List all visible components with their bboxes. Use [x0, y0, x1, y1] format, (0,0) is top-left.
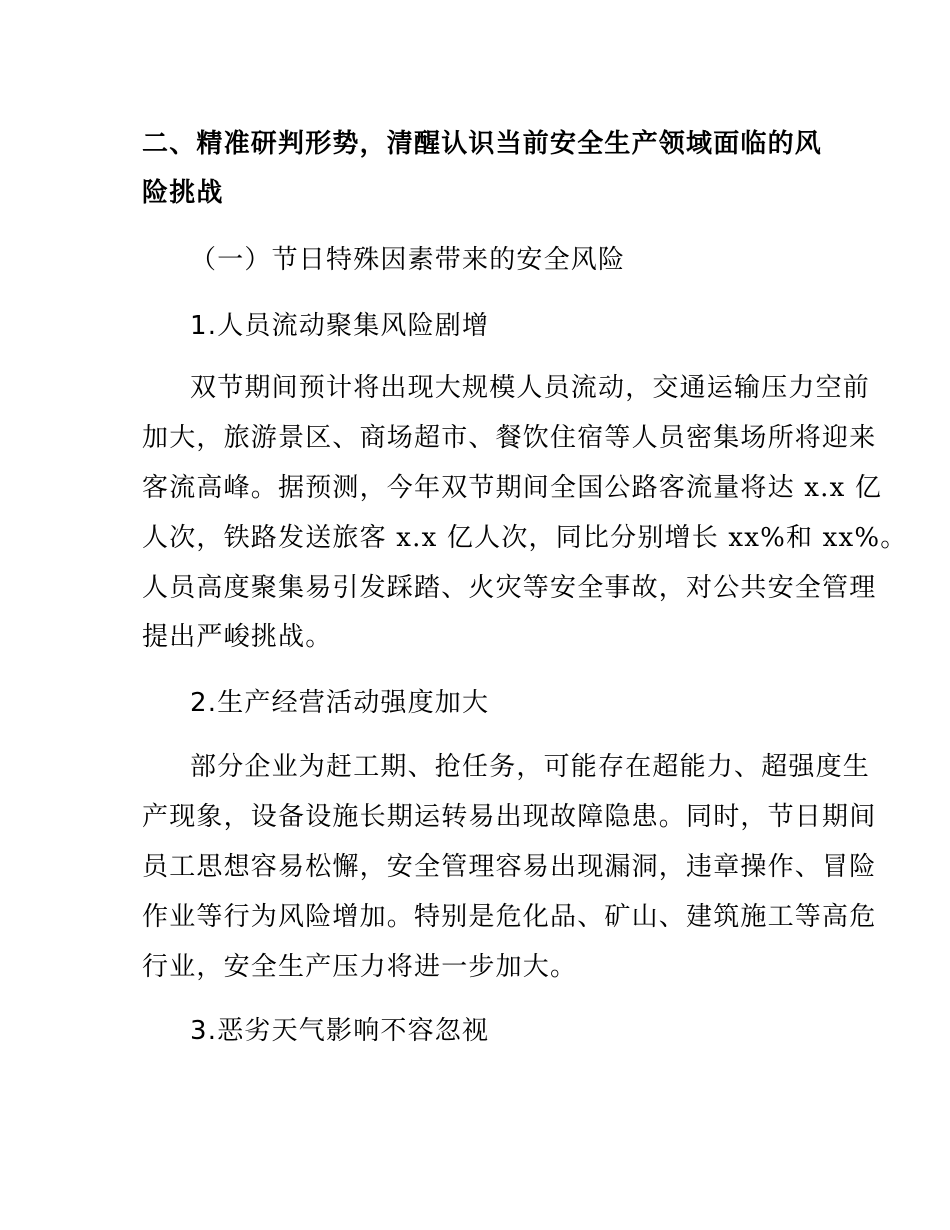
paragraph-2-line: 产现象，设备设施长期运转易出现故障隐患。同时，节日期间 [142, 802, 877, 832]
paragraph-1-line: 人员高度聚集易引发踩踏、火灾等安全事故，对公共安全管理 [142, 573, 877, 603]
paragraph-2-line: 作业等行为风险增加。特别是危化品、矿山、建筑施工等高危 [142, 902, 877, 932]
section-heading-line-2: 险挑战 [142, 178, 224, 208]
paragraph-2-line: 行业，安全生产压力将进一步加大。 [142, 952, 578, 982]
paragraph-2-line: 员工思想容易松懈，安全管理容易出现漏洞，违章操作、冒险 [142, 852, 877, 882]
item-heading-2: 2.生产经营活动强度加大 [190, 688, 490, 718]
item-heading-3: 3.恶劣天气影响不容忽视 [190, 1016, 490, 1046]
paragraph-1-line: 人次，铁路发送旅客 x.x 亿人次，同比分别增长 xx%和 xx%。 [142, 523, 908, 553]
paragraph-1-line: 客流高峰。据预测，今年双节期间全国公路客流量将达 x.x 亿 [142, 473, 883, 503]
section-heading-line-1: 二、精准研判形势，清醒认识当前安全生产领域面临的风 [142, 129, 823, 159]
paragraph-1-line: 加大，旅游景区、商场超市、餐饮住宿等人员密集场所将迎来 [142, 423, 877, 453]
paragraph-1-line: 提出严峻挑战。 [142, 622, 333, 652]
paragraph-1-line: 双节期间预计将出现大规模人员流动，交通运输压力空前 [190, 373, 871, 403]
paragraph-2-line: 部分企业为赶工期、抢任务，可能存在超能力、超强度生 [190, 752, 871, 782]
subsection-heading: （一）节日特殊因素带来的安全风险 [190, 245, 626, 275]
item-heading-1: 1.人员流动聚集风险剧增 [190, 311, 490, 341]
